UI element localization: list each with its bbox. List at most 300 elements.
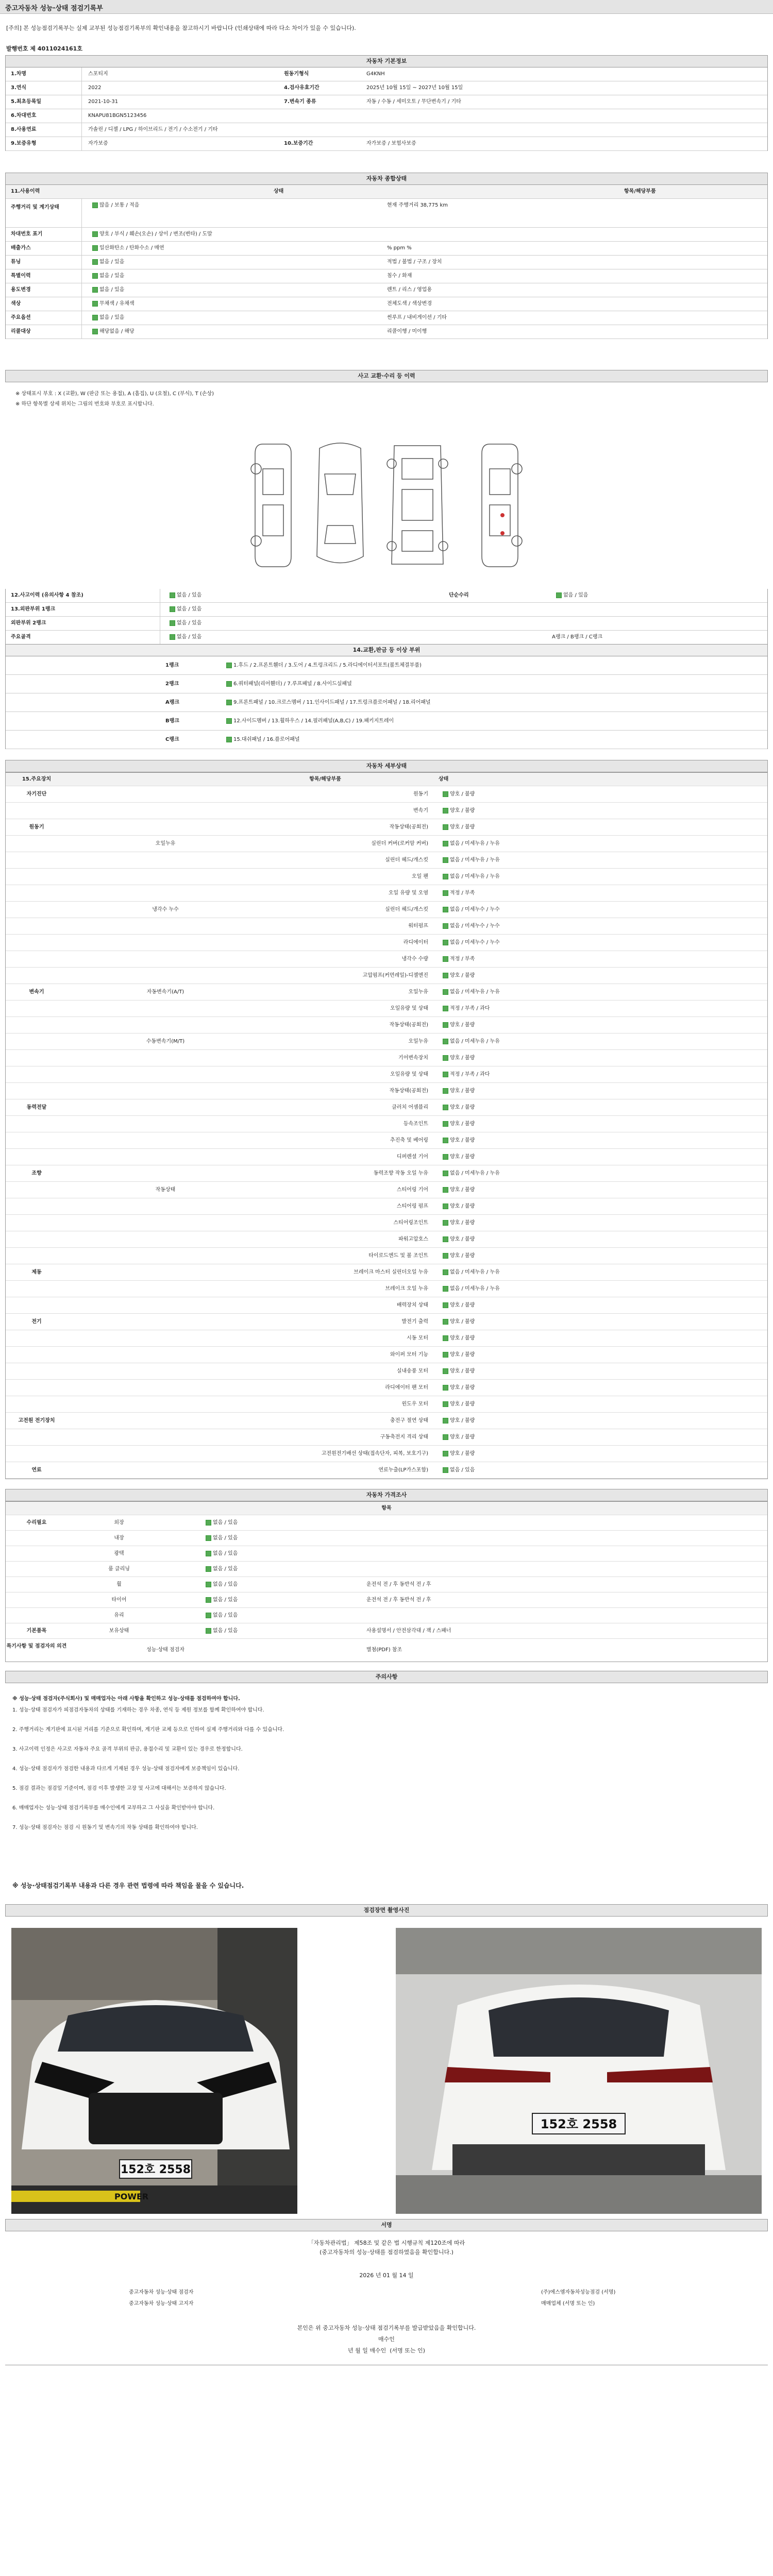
page-title: 중고자동차 성능·상태 점검기록부 (5, 5, 103, 12)
price-item: 타이어 (111, 1597, 127, 1603)
state-cell (439, 1363, 475, 1379)
caution-list (12, 1695, 765, 1843)
state-cell (439, 1347, 475, 1363)
state-text: 양호 / 불량 (450, 1055, 475, 1061)
state-cell (88, 297, 135, 311)
repair-legend-2: ※ 하단 항목별 상세 위치는 그림의 번호와 부호로 표시합니다. (15, 401, 154, 407)
overall-label: 주행거리 및 계기상태 (6, 199, 82, 227)
parts-table (5, 656, 768, 749)
state-cell (439, 1215, 475, 1231)
state-text: 해당없음 / 해당 (99, 329, 135, 334)
state-text: 없음 / 미세누유 / 누유 (450, 874, 500, 879)
checkbox-icon (443, 874, 448, 879)
detail-item: 파워고압호스 (398, 1236, 428, 1242)
checkbox-icon (92, 245, 98, 251)
state-text: 없음 / 있음 (213, 1613, 238, 1618)
state-cell (201, 1546, 238, 1560)
detail-item: 라디에이터 (403, 940, 428, 945)
detail-item: 오일유량 및 상태 (390, 1006, 428, 1011)
overall-row (6, 269, 767, 283)
detail-item: 작동상태(공회전) (389, 1088, 428, 1094)
parts-rank: B랭크 (165, 718, 179, 724)
checkbox-icon (206, 1597, 211, 1603)
state-cell (439, 869, 500, 885)
checkbox-icon (443, 956, 448, 962)
detail-category: 고전원 전기장치 (18, 1418, 55, 1423)
detail-item: 디퍼렌셜 기어 (396, 1154, 428, 1160)
state-text: 양호 / 불량 (450, 1138, 475, 1143)
detail-row (6, 1083, 767, 1099)
detail-item: 오일누유 (408, 989, 428, 995)
checkbox-icon (170, 592, 175, 598)
detail-row (6, 1231, 767, 1248)
overall-label: 주요옵션 (6, 311, 82, 325)
basic-label-2: 원동기형식 (284, 71, 309, 77)
basic-value: 2021-10-31 (88, 99, 119, 105)
detail-category: 제동 (31, 1269, 42, 1275)
state-cell (439, 1396, 475, 1412)
checkbox-icon (226, 681, 232, 687)
state-text: 없음 / 있음 (563, 592, 589, 598)
detail-subcategory: 작동상태 (155, 1187, 176, 1193)
detail-item: 원동기 (413, 791, 428, 797)
overall-row (6, 311, 767, 325)
buyer-sign-text: (서명 또는 인) (390, 2347, 425, 2354)
state-cell (201, 1608, 238, 1621)
state-cell (201, 1562, 238, 1575)
basic-label: 1.차명 (6, 67, 82, 81)
checkbox-icon (443, 1385, 448, 1391)
state-cell (439, 1132, 475, 1148)
opinion-text: 별첨(PDF) 참조 (366, 1647, 402, 1652)
state-cell (439, 1033, 500, 1049)
basic-value-2: 자동 / 수동 / 세미오토 / 무단변속기 / 기타 (366, 99, 461, 105)
state-text: 없음 / 미세누유 / 누유 (450, 989, 500, 995)
overall-row (6, 283, 767, 297)
basic-label: 9.보증유형 (6, 137, 82, 150)
repair-row (6, 617, 767, 631)
checkbox-icon (556, 592, 562, 598)
car-diagram (234, 438, 564, 572)
price-row (6, 1562, 767, 1577)
caution-item: ※ 성능·상태 점검자(주식회사) 및 매매업자는 아래 사항을 확인하고 성능·상태를 점검하여야 합니다. (12, 1696, 240, 1702)
detail-row (6, 1380, 767, 1396)
overall-row (6, 228, 767, 242)
state-cell (88, 283, 124, 297)
caution-item: 4. 성능·상태 점검자가 점검한 내용과 다르게 기재된 경우 성능·상태 점검자에게 보증책임이 있습니다. (12, 1766, 240, 1772)
checkbox-icon (92, 315, 98, 320)
price-row (6, 1623, 767, 1639)
basic-row (6, 81, 767, 95)
price-category: 기본품목 (26, 1628, 47, 1634)
price-row (6, 1546, 767, 1562)
detail-row (6, 1099, 767, 1116)
overall-label: 색상 (6, 297, 82, 311)
checkbox-icon (170, 620, 175, 626)
detail-row (6, 1314, 767, 1330)
detail-item: 브레이크 마스터 실린더오일 누유 (354, 1269, 428, 1275)
basic-label: 8.사용연료 (6, 123, 82, 137)
state-text: 양호 / 불량 (450, 1236, 475, 1242)
state-cell (165, 631, 201, 644)
state-cell (201, 1592, 238, 1606)
checkbox-icon (443, 1088, 448, 1094)
state-text: 양호 / 불량 (450, 808, 475, 814)
checkbox-icon (226, 737, 232, 742)
sign-left-1: 중고자동차 성능·상태 점검자 (129, 2290, 194, 2295)
state-cell (439, 935, 500, 951)
repair-label: 12.사고이력 (유의사항 4 참조) (6, 589, 160, 602)
caution-item: 5. 점검 결과는 점검일 기준이며, 점검 이후 발생한 고장 및 사고에 대해서는 보증하지 않습니다. (12, 1786, 226, 1791)
checkbox-icon (206, 1582, 211, 1587)
checkbox-icon (443, 989, 448, 995)
section-basic: 자동차 기본정보 (5, 55, 768, 67)
detail-item: 충전구 절연 상태 (390, 1418, 428, 1423)
state-text: 양호 / 불량 (450, 1434, 475, 1440)
state-cell (201, 1515, 238, 1529)
caution-item: 6. 매매업자는 성능·상태 점검기록부를 매수인에게 교부하고 그 사실을 확인받아야 합니다. (12, 1805, 215, 1811)
checkbox-icon (92, 231, 98, 237)
repair-label: 주요골격 (6, 631, 160, 644)
checkbox-icon (443, 1055, 448, 1061)
detail-item: 냉각수 수량 (401, 956, 428, 962)
state-text: 15.대쉬패널 / 16.플로어패널 (233, 737, 300, 742)
state-text: 양호 / 부식 / 훼손(오손) / 상이 / 변조(변타) / 도말 (99, 231, 212, 237)
detail-category: 조향 (31, 1171, 42, 1176)
checkbox-icon (206, 1628, 211, 1634)
state-text: 양호 / 불량 (450, 1204, 475, 1209)
state-cell (88, 256, 124, 269)
checkbox-icon (443, 1204, 448, 1209)
detail-row (6, 852, 767, 869)
checkbox-icon (443, 1138, 448, 1143)
state-cell (88, 228, 212, 241)
repair-label-2: 단순수리 (449, 592, 469, 598)
state-cell (165, 603, 201, 616)
basic-row (6, 123, 767, 137)
checkbox-icon (443, 1467, 448, 1473)
state-cell (88, 325, 135, 338)
state-cell (439, 1001, 490, 1016)
state-cell (439, 1380, 475, 1396)
state-text: 양호 / 불량 (450, 1154, 475, 1160)
checkbox-icon (226, 663, 232, 668)
price-item: 휠 (116, 1582, 122, 1587)
detail-head-1: 15.주요장치 (22, 776, 52, 782)
state-cell (439, 1462, 475, 1478)
checkbox-icon (443, 1022, 448, 1028)
caution-item: 2. 주행거리는 계기판에 표시된 거리를 기준으로 확인하며, 계기판 교체 등으로 인하여 실제 주행거리와 다를 수 있습니다. (12, 1727, 284, 1733)
detail-row (6, 786, 767, 803)
detail-row (6, 1347, 767, 1363)
parts-rank: 2랭크 (165, 681, 179, 687)
state-text: 없음 / 있음 (213, 1628, 238, 1634)
caution-item: 3. 사고이력 인정은 사고로 자동차 주요 골격 부위의 판금, 용접수리 및 교환이 있는 경우로 한정합니다. (12, 1747, 243, 1752)
state-text: 적정 / 부족 / 과다 (450, 1072, 490, 1077)
repair-label: 13.외판부위 1랭크 (6, 603, 160, 616)
checkbox-icon (226, 700, 232, 705)
price-head: 항목 (381, 1505, 392, 1511)
state-text: 없음 / 있음 (213, 1551, 238, 1556)
state-text: 없음 / 있음 (213, 1597, 238, 1603)
parts-rank: C랭크 (165, 737, 179, 742)
sign-left-2: 중고자동차 성능·상태 고지자 (129, 2301, 194, 2307)
state-text: 양호 / 불량 (450, 1368, 475, 1374)
state-text: 적정 / 부족 (450, 890, 475, 896)
state-cell (88, 242, 164, 255)
buyer-label: 매수인 (378, 2336, 395, 2343)
detail-row (6, 984, 767, 1001)
checkbox-icon (226, 718, 232, 724)
state-text: 1.후드 / 2.프론트휀더 / 3.도어 / 4.트렁크리드 / 5.라디에이터서포트(볼트체결부품) (233, 663, 422, 668)
state-text: 없음 / 있음 (213, 1566, 238, 1572)
basic-value-2: G4KNH (366, 71, 385, 77)
detail-row (6, 1264, 767, 1281)
overall-head-2: 상태 (274, 189, 284, 194)
detail-row (6, 1149, 767, 1165)
basic-label-2: 7.변속기 종류 (284, 99, 316, 105)
state-cell (439, 1231, 475, 1247)
detail-row (6, 1198, 767, 1215)
checkbox-icon (443, 1434, 448, 1440)
detail-item: 배력장치 상태 (396, 1302, 428, 1308)
detail-item: 추진축 및 베어링 (390, 1138, 428, 1143)
overall-row (6, 199, 767, 228)
basic-row (6, 109, 767, 123)
price-item: 광택 (114, 1551, 124, 1556)
detail-row (6, 1132, 767, 1149)
state-text: 양호 / 불량 (450, 1253, 475, 1259)
parts-rank: 1랭크 (165, 663, 179, 668)
checkbox-icon (443, 808, 448, 814)
price-item: 유리 (114, 1613, 124, 1618)
parts-rank: A랭크 (165, 700, 180, 705)
checkbox-icon (92, 259, 98, 265)
state-text: 양호 / 불량 (450, 1022, 475, 1028)
checkbox-icon (206, 1613, 211, 1618)
detail-row (6, 1363, 767, 1380)
detail-item: 실린더 커버(로커암 커버) (371, 841, 428, 846)
checkbox-icon (443, 1269, 448, 1275)
buyer-date (0, 2346, 773, 2354)
detail-item: 기어변속장치 (398, 1055, 428, 1061)
section-photos: 점검장면 촬영사진 (5, 1904, 768, 1917)
state-text: 6.쿼터패널(리어휀더) / 7.루프패널 / 8.사이드실패널 (233, 681, 352, 687)
state-cell (439, 902, 500, 918)
basic-value: KNAPU81BGN5123456 (88, 113, 147, 118)
overall-label: 차대번호 표기 (6, 228, 82, 241)
caution-footer: ※ 성능·상태점검기록부 내용과 다른 경우 관련 법령에 따라 책임을 물을 수 있습니다. (12, 1882, 244, 1889)
state-cell (439, 852, 500, 868)
state-text: 없음 / 미세누수 / 누수 (450, 923, 500, 929)
detail-category: 동력전달 (26, 1105, 47, 1110)
overall-label: 배출가스 (6, 242, 82, 255)
checkbox-icon (443, 1236, 448, 1242)
detail-item: 등속조인트 (403, 1121, 428, 1127)
repair-label: 외판부위 2랭크 (6, 617, 160, 630)
checkbox-icon (443, 1187, 448, 1193)
state-cell (201, 1623, 238, 1637)
basic-value-2: 2025년 10월 15일 ~ 2027년 10월 15일 (366, 85, 463, 91)
detail-row (6, 1330, 767, 1347)
checkbox-icon (206, 1535, 211, 1541)
overall-head-1: 11.사용이력 (11, 189, 40, 194)
overall-head-3: 항목/해당부품 (624, 189, 656, 194)
state-cell (439, 1165, 500, 1181)
checkbox-icon (443, 1319, 448, 1325)
checkbox-icon (443, 973, 448, 978)
detail-item: 타이로드엔드 및 볼 조인트 (368, 1253, 428, 1259)
detail-row (6, 1413, 767, 1429)
section-price: 자동차 가격조사 (5, 1489, 768, 1501)
detail-row (6, 918, 767, 935)
repair-row (6, 631, 767, 645)
price-category: 수리필요 (26, 1520, 47, 1526)
overall-row (6, 297, 767, 311)
state-text: 양호 / 불량 (450, 1302, 475, 1308)
price-header-row (6, 1502, 767, 1515)
detail-head-3: 상태 (439, 776, 449, 782)
state-text: 없음 / 있음 (213, 1520, 238, 1526)
detail-item: 발전기 출력 (401, 1319, 428, 1325)
state-cell (88, 269, 124, 283)
state-cell (439, 951, 475, 967)
state-text: 양호 / 불량 (450, 824, 475, 830)
state-text: 없음 / 있음 (213, 1582, 238, 1587)
page-header (0, 0, 773, 14)
detail-row (6, 968, 767, 984)
checkbox-icon (443, 1352, 448, 1358)
overall-row (6, 325, 767, 339)
price-extra: 사용설명서 / 안전삼각대 / 잭 / 스패너 (366, 1628, 451, 1634)
state-cell (439, 984, 500, 1000)
detail-item: 워터펌프 (408, 923, 428, 929)
checkbox-icon (92, 301, 98, 307)
detail-row (6, 885, 767, 902)
state-text: 없음 / 있음 (99, 273, 125, 279)
overall-extra: 적법 / 불법 / 구조 / 장치 (387, 259, 442, 265)
overall-extra: 현재 주행거리 38,775 km (387, 202, 448, 208)
detail-row (6, 803, 767, 819)
overall-label: 특별이력 (6, 269, 82, 283)
state-cell (222, 712, 394, 730)
checkbox-icon (443, 791, 448, 797)
detail-item: 스티어링조인트 (393, 1220, 428, 1226)
parts-title: 14.교환,판금 등 이상 부위 (5, 644, 768, 656)
detail-row (6, 1297, 767, 1314)
checkbox-icon (443, 1368, 448, 1374)
detail-item: 실내송풍 모터 (396, 1368, 428, 1374)
state-cell (222, 693, 431, 711)
state-cell (165, 589, 201, 602)
detail-item: 동력조향 작동 오일 누유 (373, 1171, 428, 1176)
detail-item: 윈도우 모터 (401, 1401, 428, 1407)
section-status: 자동차 종합상태 (5, 173, 768, 185)
state-text: 적정 / 부족 (450, 956, 475, 962)
state-text: 양호 / 불량 (450, 1105, 475, 1110)
repair-row (6, 603, 767, 617)
state-cell (165, 617, 201, 630)
basic-value: 2022 (88, 85, 102, 91)
checkbox-icon (443, 1072, 448, 1077)
state-text: 없음 / 있음 (177, 620, 202, 626)
parts-row (6, 693, 767, 712)
front-plate-text: 152호 2558 (120, 2163, 191, 2176)
state-text: 양호 / 불량 (450, 1385, 475, 1391)
state-text: 없음 / 미세누유 / 누유 (450, 1171, 500, 1176)
state-text: 양호 / 불량 (450, 1401, 475, 1407)
state-text: 없음 / 있음 (450, 1467, 475, 1473)
detail-item: 실린더 헤드/개스킷 (385, 907, 428, 912)
basic-label-2: 10.보증기간 (284, 141, 313, 146)
detail-row (6, 1248, 767, 1264)
caution-item: 1. 성능·상태 점검자가 피점검자동차의 상태를 기재하는 경우 차종, 연식 등 제원 정보를 함께 확인하여야 합니다. (12, 1707, 264, 1713)
state-cell (439, 1281, 500, 1297)
checkbox-icon (206, 1520, 211, 1526)
detail-item: 고압펌프(커먼레일)-디젤엔진 (362, 973, 428, 978)
repair-row (6, 589, 767, 603)
parts-row (6, 712, 767, 731)
state-text: 없음 / 미세누수 / 누수 (450, 907, 500, 912)
damage-marker (500, 513, 505, 517)
detail-item: 오일 팬 (411, 874, 428, 879)
state-cell (439, 1050, 475, 1066)
rear-photo (396, 1928, 762, 2214)
price-extra: 운전석 전 / 후 동반석 전 / 후 (366, 1582, 431, 1587)
detail-item: 와이퍼 모터 기능 (390, 1352, 428, 1358)
state-cell (439, 1066, 490, 1082)
detail-subcategory: 오일누유 (155, 841, 176, 846)
state-cell (439, 1116, 475, 1132)
state-text: 없음 / 미세누유 / 누유 (450, 1286, 500, 1292)
overall-extra: 전체도색 / 색상변경 (387, 301, 432, 307)
state-cell (439, 1314, 475, 1330)
overall-header-row (6, 185, 767, 199)
repair-table (5, 589, 768, 645)
checkbox-icon (443, 1220, 448, 1226)
state-cell (439, 786, 475, 802)
state-text: 없음 / 있음 (99, 287, 125, 293)
overall-extra: 렌트 / 리스 / 영업용 (387, 287, 432, 293)
detail-item: 스티어링 기어 (396, 1187, 428, 1193)
state-text: 양호 / 불량 (450, 1352, 475, 1358)
state-cell (439, 1446, 475, 1462)
state-cell (439, 1182, 475, 1198)
detail-item: 시동 모터 (407, 1335, 428, 1341)
state-cell (439, 968, 475, 984)
price-row (6, 1515, 767, 1531)
state-text: 없음 / 있음 (213, 1535, 238, 1541)
basic-row (6, 137, 767, 151)
checkbox-icon (443, 1335, 448, 1341)
checkbox-icon (443, 907, 448, 912)
price-item: 보유상태 (109, 1628, 129, 1634)
detail-row (6, 1050, 767, 1066)
lift-brand-text: POWER (114, 2192, 149, 2201)
detail-item: 실린더 헤드/개스킷 (385, 857, 428, 863)
checkbox-icon (443, 1286, 448, 1292)
detail-item: 오일누유 (408, 1039, 428, 1044)
detail-row (6, 1017, 767, 1033)
detail-item: 오일 유량 및 오염 (388, 890, 428, 896)
state-text: 없음 / 미세누유 / 누유 (450, 857, 500, 863)
state-cell (439, 803, 475, 819)
basic-label-2: 4.검사유효기간 (284, 85, 320, 91)
state-cell (201, 1577, 238, 1590)
buyer-date-text: 년 월 일 매수인 (348, 2347, 386, 2354)
sign-line-2: (중고자동차의 성능·상태를 점검하였음을 확인합니다.) (320, 2249, 453, 2256)
checkbox-icon (443, 890, 448, 896)
